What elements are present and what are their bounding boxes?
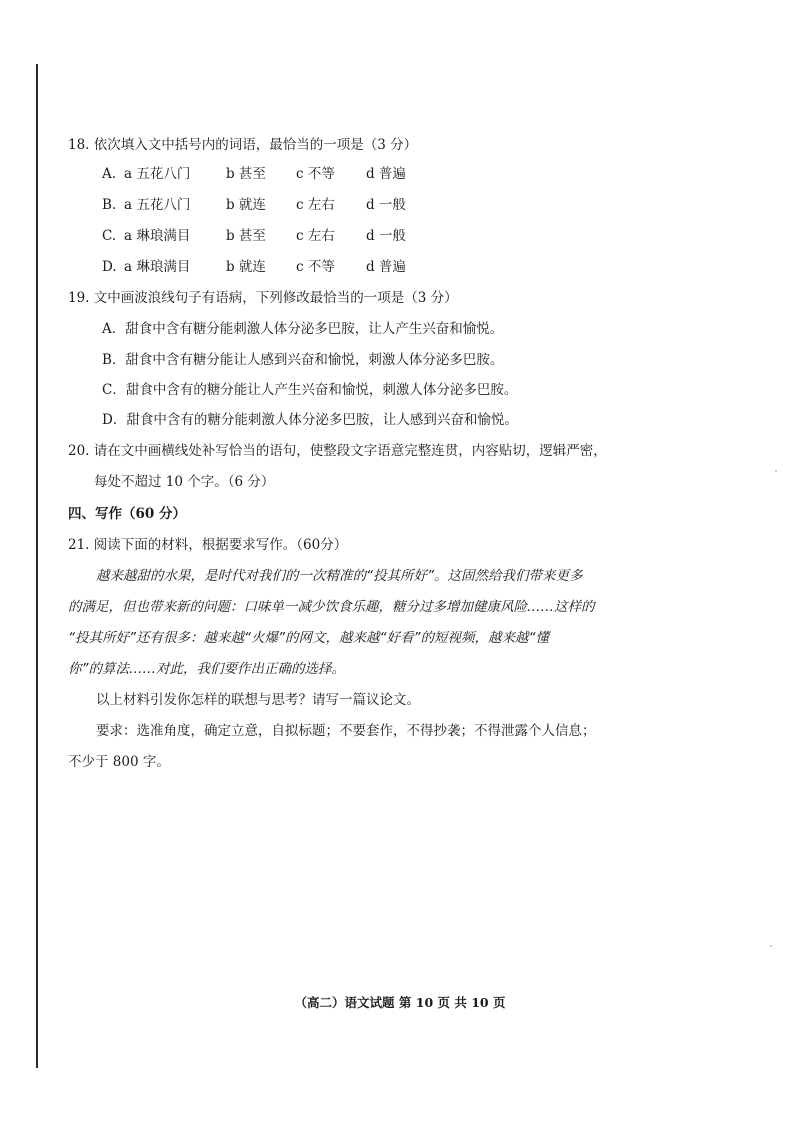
q21-prompt: 以上材料引发你怎样的联想与思考？请写一篇议论文。 (96, 692, 420, 708)
option-word-b: b 就连 (226, 197, 266, 213)
q21-requirements-line1: 要求：选准角度，确定立意，自拟标题；不要套作，不得抄袭；不得泄露个人信息； (96, 723, 596, 739)
q20-stem-line2: 每处不超过 10 个字。（6 分） (94, 474, 275, 490)
option-word-c: c 不等 (296, 259, 335, 275)
q21-material-line4: 你”的算法……对此，我们要作出正确的选择。 (68, 661, 345, 677)
section-heading-writing: 四、写作（60 分） (68, 506, 186, 522)
option-word-b: b 甚至 (226, 228, 266, 244)
option-word-a: a 琳琅满目 (124, 228, 191, 244)
q18-stem: 18. 依次填入文中括号内的词语，最恰当的一项是（3 分） (68, 137, 418, 153)
option-letter: C. (102, 228, 117, 244)
option-word-d: d 一般 (366, 228, 406, 244)
q21-material-line3: “投其所好”还有很多：越来越“火爆”的网文，越来越“好看”的短视频，越来越“懂 (68, 630, 549, 646)
scan-speck (775, 470, 777, 472)
page-footer: （高二）语文试题 第 10 页 共 10 页 (294, 995, 506, 1010)
q21-requirements-line2: 不少于 800 字。 (68, 754, 170, 770)
q19-option-a: A．甜食中含有糖分能刺激人体分泌多巴胺，让人产生兴奋和愉悦。 (102, 321, 504, 337)
option-word-b: b 就连 (226, 259, 266, 275)
option-word-c: c 不等 (296, 166, 335, 182)
scan-speck (770, 945, 772, 947)
option-letter: B. (102, 197, 117, 213)
q20-stem-line1: 20. 请在文中画横线处补写恰当的语句，使整段文字语意完整连贯，内容贴切，逻辑严密， (68, 443, 607, 459)
option-word-a: a 五花八门 (124, 197, 191, 213)
option-word-b: b 甚至 (226, 166, 266, 182)
option-word-c: c 左右 (296, 197, 335, 213)
q19-option-d: D．甜食中含有的糖分能刺激人体分泌多巴胺，让人感到兴奋和愉悦。 (102, 412, 518, 428)
option-word-d: d 一般 (366, 197, 406, 213)
option-word-c: c 左右 (296, 228, 335, 244)
q19-stem: 19. 文中画波浪线句子有语病，下列修改最恰当的一项是（3 分） (68, 290, 458, 306)
option-word-a: a 琳琅满目 (124, 259, 191, 275)
q19-option-b: B．甜食中含有糖分能让人感到兴奋和愉悦，刺激人体分泌多巴胺。 (102, 352, 504, 368)
q21-material-line2: 的满足，但也带来新的问题：口味单一减少饮食乐趣，糖分过多增加健康风险……这样的 (68, 599, 595, 615)
option-word-d: d 普遍 (366, 166, 406, 182)
option-word-d: d 普遍 (366, 259, 406, 275)
q19-option-c: C．甜食中含有的糖分能让人产生兴奋和愉悦，刺激人体分泌多巴胺。 (102, 382, 518, 398)
q21-material-line1: 越来越甜的水果，是时代对我们的一次精准的“投其所好”。这固然给我们带来更多 (96, 568, 583, 584)
option-letter: D. (102, 259, 117, 275)
option-word-a: a 五花八门 (124, 166, 191, 182)
binding-margin-line (36, 64, 38, 1068)
q21-stem: 21. 阅读下面的材料，根据要求写作。（60分） (68, 537, 348, 553)
option-letter: A. (102, 166, 117, 182)
